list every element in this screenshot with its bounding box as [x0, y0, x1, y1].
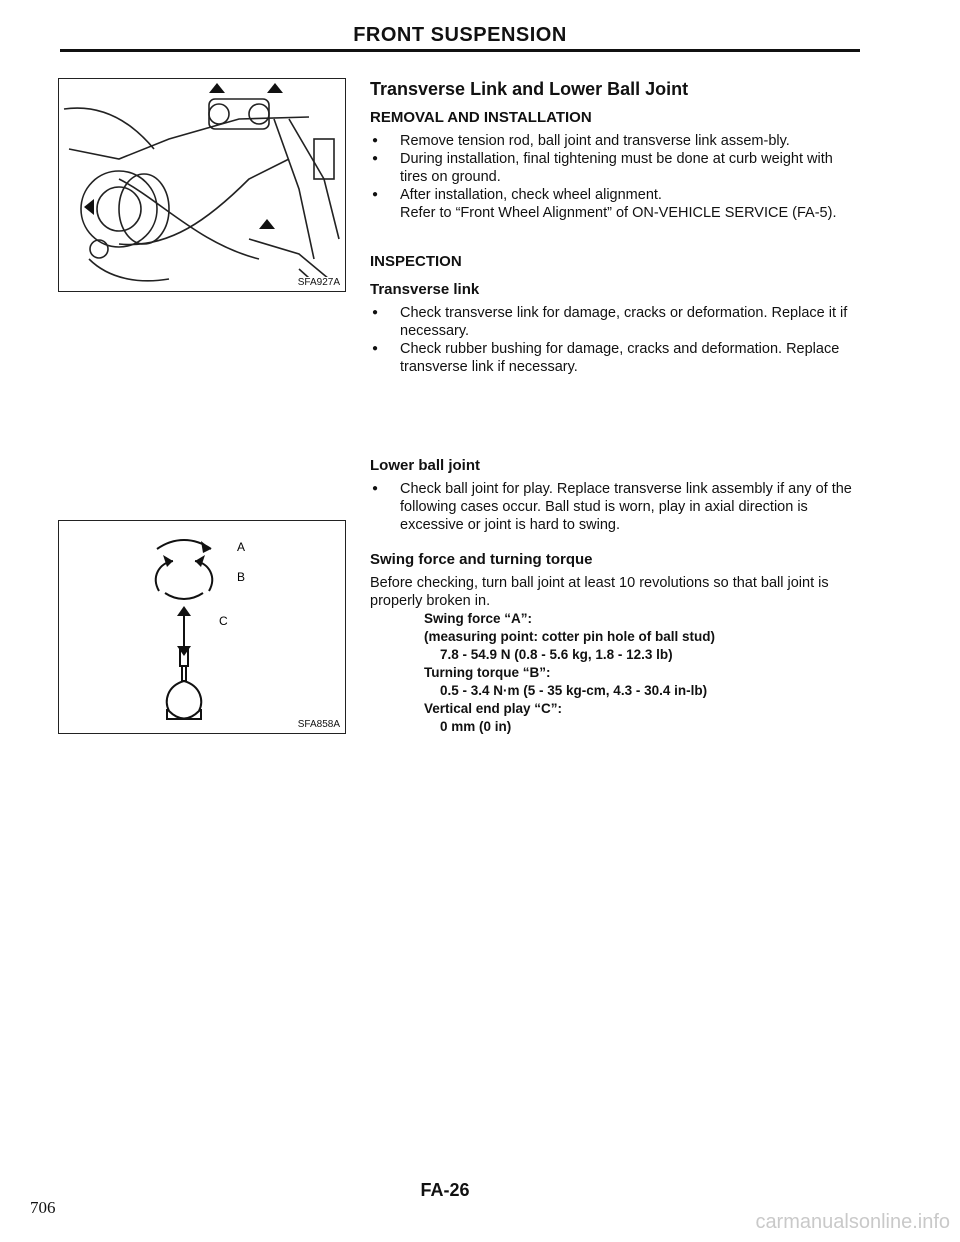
list-item: ● Remove tension rod, ball joint and transverse link assem-bly.	[370, 132, 860, 150]
inspection-heading: INSPECTION	[370, 253, 462, 270]
list-item: ● Check rubber bushing for damage, cracks and deformation. Replace transverse link if necessary.	[370, 340, 860, 376]
lower-ball-joint-list	[370, 480, 860, 534]
figure-code: SFA858A	[297, 719, 340, 730]
swing-force-text: Before checking, turn ball joint at least 10 revolutions so that ball joint is properly broken in.	[370, 575, 829, 609]
figure-ball-joint	[58, 520, 346, 734]
transverse-link-illustration	[59, 79, 345, 291]
swing-force-heading: Swing force and turning torque	[370, 551, 593, 568]
label-c: C	[219, 614, 228, 628]
ball-joint-illustration	[59, 521, 345, 733]
transverse-link-list	[370, 304, 860, 376]
section-title: Transverse Link and Lower Ball Joint	[370, 79, 689, 99]
spec-value: 7.8 - 54.9 N (0.8 - 5.6 kg, 1.8 - 12.3 lb)	[440, 647, 673, 662]
alignment-note: Refer to “Front Wheel Alignment” of ON-VEHICLE SERVICE (FA-5).	[400, 205, 837, 221]
label-b: B	[237, 570, 246, 584]
main-content	[370, 78, 860, 736]
spec-label: (measuring point: cotter pin hole of ball stud)	[424, 629, 715, 644]
spec-label: Vertical end play “C”:	[424, 701, 563, 716]
list-item: ● Check ball joint for play. Replace transverse link assembly if any of the following cases occur. Ball stud is worn, play in axial direction is excessive or joint is hard to swing.	[370, 480, 860, 534]
label-a: A	[237, 540, 246, 554]
page-number: 706	[30, 1198, 56, 1217]
header-rule	[60, 49, 860, 52]
list-item: ● Check transverse link for damage, cracks or deformation. Replace it if necessary.	[370, 304, 860, 340]
list-item: ● After installation, check wheel alignment.	[370, 186, 860, 204]
spec-value: 0.5 - 3.4 N·m (5 - 35 kg-cm, 4.3 - 30.4 in-lb)	[440, 683, 708, 698]
page-code: FA-26	[420, 1180, 470, 1200]
lower-ball-joint-heading: Lower ball joint	[370, 457, 481, 474]
spec-label: Turning torque “B”:	[424, 665, 551, 680]
figure-code: SFA927A	[297, 277, 340, 288]
spec-label: Swing force “A”:	[424, 611, 533, 626]
page-header	[60, 22, 860, 52]
spec-block	[370, 610, 860, 736]
removal-heading: REMOVAL AND INSTALLATION	[370, 109, 592, 126]
watermark: carmanualsonline.info	[755, 1211, 950, 1233]
spec-value: 0 mm (0 in)	[440, 719, 512, 734]
list-item: ● During installation, final tightening must be done at curb weight with tires on ground.	[370, 150, 860, 186]
transverse-link-heading: Transverse link	[370, 281, 480, 298]
removal-list	[370, 132, 860, 204]
page-title: FRONT SUSPENSION	[353, 24, 567, 46]
figure-transverse-link	[58, 78, 346, 292]
